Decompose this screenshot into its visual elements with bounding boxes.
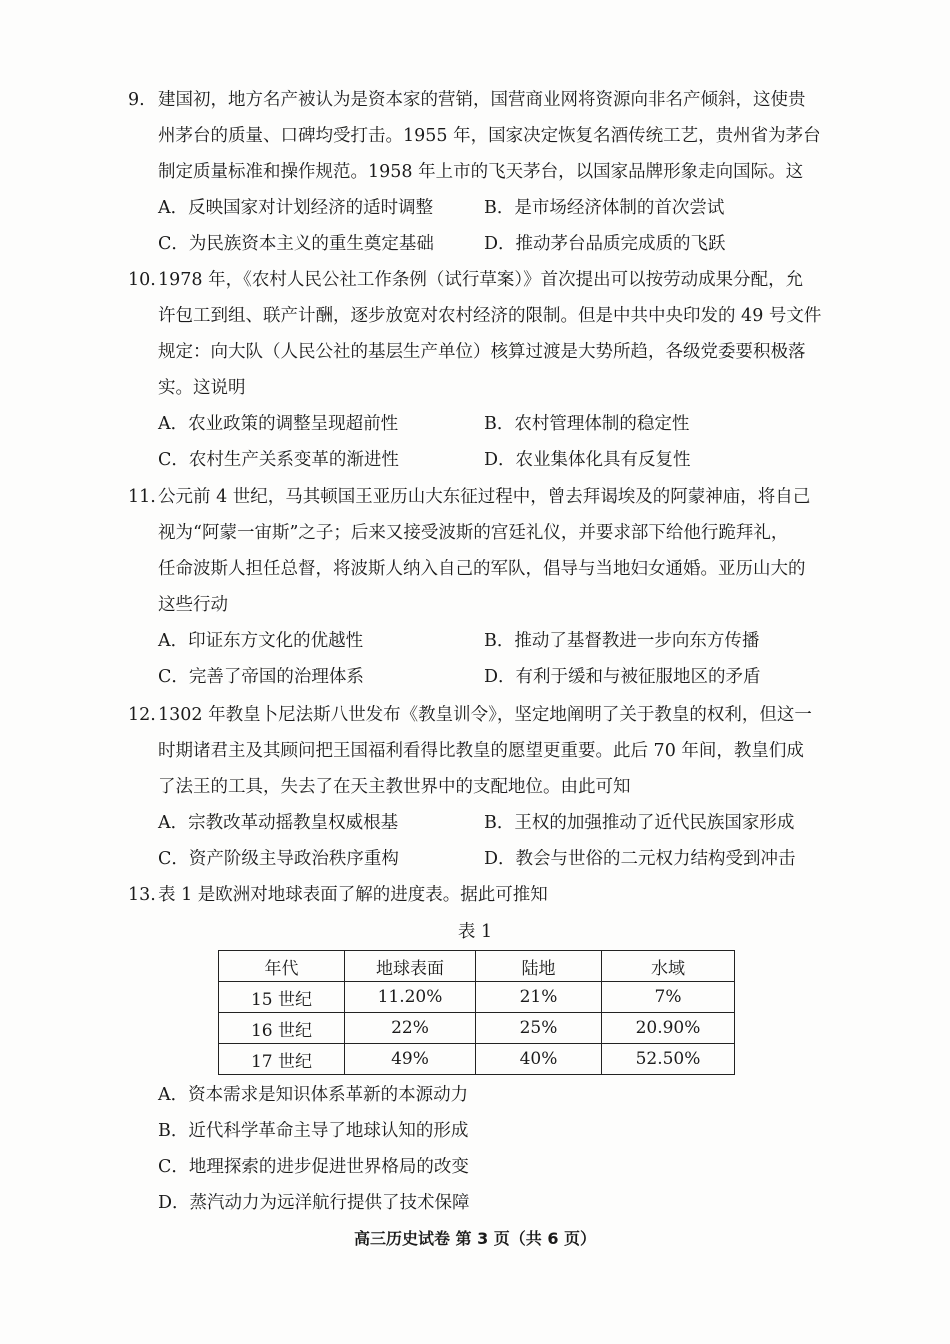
question-13-options — [128, 1077, 828, 1221]
question-11 — [128, 479, 828, 695]
question-text-line: 公元前 4 世纪，马其顿国王亚历山大东征过程中，曾去拜谒埃及的阿蒙神庙，将自己 — [158, 487, 811, 507]
option-b: B．农村管理体制的稳定性 — [484, 414, 690, 434]
table-cell: 20.90% — [602, 1013, 735, 1044]
question-number: 12. — [128, 705, 156, 725]
question-text-line: 州茅台的质量、口碑均受打击。1955 年，国家决定恢复名酒传统工艺，贵州省为茅台 — [158, 126, 821, 146]
question-13 — [128, 877, 828, 913]
table-cell: 17 世纪 — [219, 1044, 345, 1075]
question-10 — [128, 262, 828, 478]
question-text-line: 1978 年，《农村人民公社工作条例（试行草案）》首次提出可以按劳动成果分配，允 — [158, 270, 804, 290]
table-caption: 表 1 — [457, 922, 493, 942]
option-c: C．农村生产关系变革的渐进性 — [158, 450, 399, 470]
table-cell: 40% — [476, 1044, 602, 1075]
question-text-line: 实。这说明 — [158, 378, 246, 398]
option-b: B．推动了基督教进一步向东方传播 — [484, 631, 760, 651]
question-text-line: 任命波斯人担任总督，将波斯人纳入自己的军队，倡导与当地妇女通婚。亚历山大的 — [158, 559, 806, 579]
progress-table — [218, 950, 735, 1075]
question-text-line: 时期诸君主及其顾问把王国福利看得比教皇的愿望更重要。此后 70 年间，教皇们成 — [158, 741, 804, 761]
table-cell: 16 世纪 — [219, 1013, 345, 1044]
question-number: 10. — [128, 270, 156, 290]
table-cell: 15 世纪 — [219, 982, 345, 1013]
question-text-line: 视为“阿蒙一宙斯”之子；后来又接受波斯的宫廷礼仪，并要求部下给他行跪拜礼， — [158, 523, 789, 543]
question-text-line: 许包工到组、联产计酬，逐步放宽对农村经济的限制。但是中共中央印发的 49 号文件 — [158, 306, 822, 326]
option-d: D．蒸汽动力为远洋航行提供了技术保障 — [158, 1193, 470, 1213]
option-a: A．宗教改革动摇教皇权威根基 — [158, 813, 399, 833]
question-text-line: 制定质量标准和操作规范。1958 年上市的飞天茅台，以国家品牌形象走向国际。这 — [158, 162, 804, 182]
option-c: C．地理探索的进步促进世界格局的改变 — [158, 1157, 469, 1177]
question-number: 11. — [128, 487, 156, 507]
option-c: C．资产阶级主导政治秩序重构 — [158, 849, 399, 869]
table-header-cell: 陆地 — [476, 951, 602, 982]
option-b: B．近代科学革命主导了地球认知的形成 — [158, 1121, 469, 1141]
question-text-line: 规定：向大队（人民公社的基层生产单位）核算过渡是大势所趋，各级党委要积极落 — [158, 342, 806, 362]
table-header-cell: 地球表面 — [345, 951, 476, 982]
option-a: A．印证东方文化的优越性 — [158, 631, 364, 651]
question-number: 9. — [128, 90, 145, 110]
table-row — [219, 1044, 735, 1075]
option-c: C．完善了帝国的治理体系 — [158, 667, 364, 687]
table-header-cell: 水域 — [602, 951, 735, 982]
table-cell: 52.50% — [602, 1044, 735, 1075]
option-d: D．有利于缓和与被征服地区的矛盾 — [484, 667, 761, 687]
option-a: A．反映国家对计划经济的适时调整 — [158, 198, 434, 218]
question-number: 13. — [128, 885, 156, 905]
table-cell: 11.20% — [345, 982, 476, 1013]
question-text-line: 1302 年教皇卜尼法斯八世发布《教皇训令》，坚定地阐明了关于教皇的权利，但这一 — [158, 705, 812, 725]
table-row — [219, 982, 735, 1013]
question-9 — [128, 82, 828, 262]
question-text-line: 了法王的工具，失去了在天主教世界中的支配地位。由此可知 — [158, 777, 631, 797]
table-cell: 7% — [602, 982, 735, 1013]
option-d: D．农业集体化具有反复性 — [484, 450, 691, 470]
table-header-row — [219, 951, 735, 982]
option-c: C．为民族资本主义的重生奠定基础 — [158, 234, 434, 254]
question-text-line: 建国初，地方名产被认为是资本家的营销，国营商业网将资源向非名产倾斜，这使贵 — [158, 90, 806, 110]
table-row — [219, 1013, 735, 1044]
option-d: D．推动茅台品质完成质的飞跃 — [484, 234, 726, 254]
option-a: A．资本需求是知识体系革新的本源动力 — [158, 1085, 469, 1105]
table-header-cell: 年代 — [219, 951, 345, 982]
table-cell: 49% — [345, 1044, 476, 1075]
table-cell: 21% — [476, 982, 602, 1013]
table-cell: 25% — [476, 1013, 602, 1044]
question-12 — [128, 697, 828, 877]
option-b: B．是市场经济体制的首次尝试 — [484, 198, 725, 218]
option-a: A．农业政策的调整呈现超前性 — [158, 414, 399, 434]
option-d: D．教会与世俗的二元权力结构受到冲击 — [484, 849, 796, 869]
page-footer: 高三历史试卷 第 3 页（共 6 页） — [353, 1229, 597, 1248]
table-cell: 22% — [345, 1013, 476, 1044]
question-text-line: 表 1 是欧洲对地球表面了解的进度表。据此可推知 — [158, 885, 548, 905]
option-b: B．王权的加强推动了近代民族国家形成 — [484, 813, 795, 833]
question-text-line: 这些行动 — [158, 595, 228, 615]
